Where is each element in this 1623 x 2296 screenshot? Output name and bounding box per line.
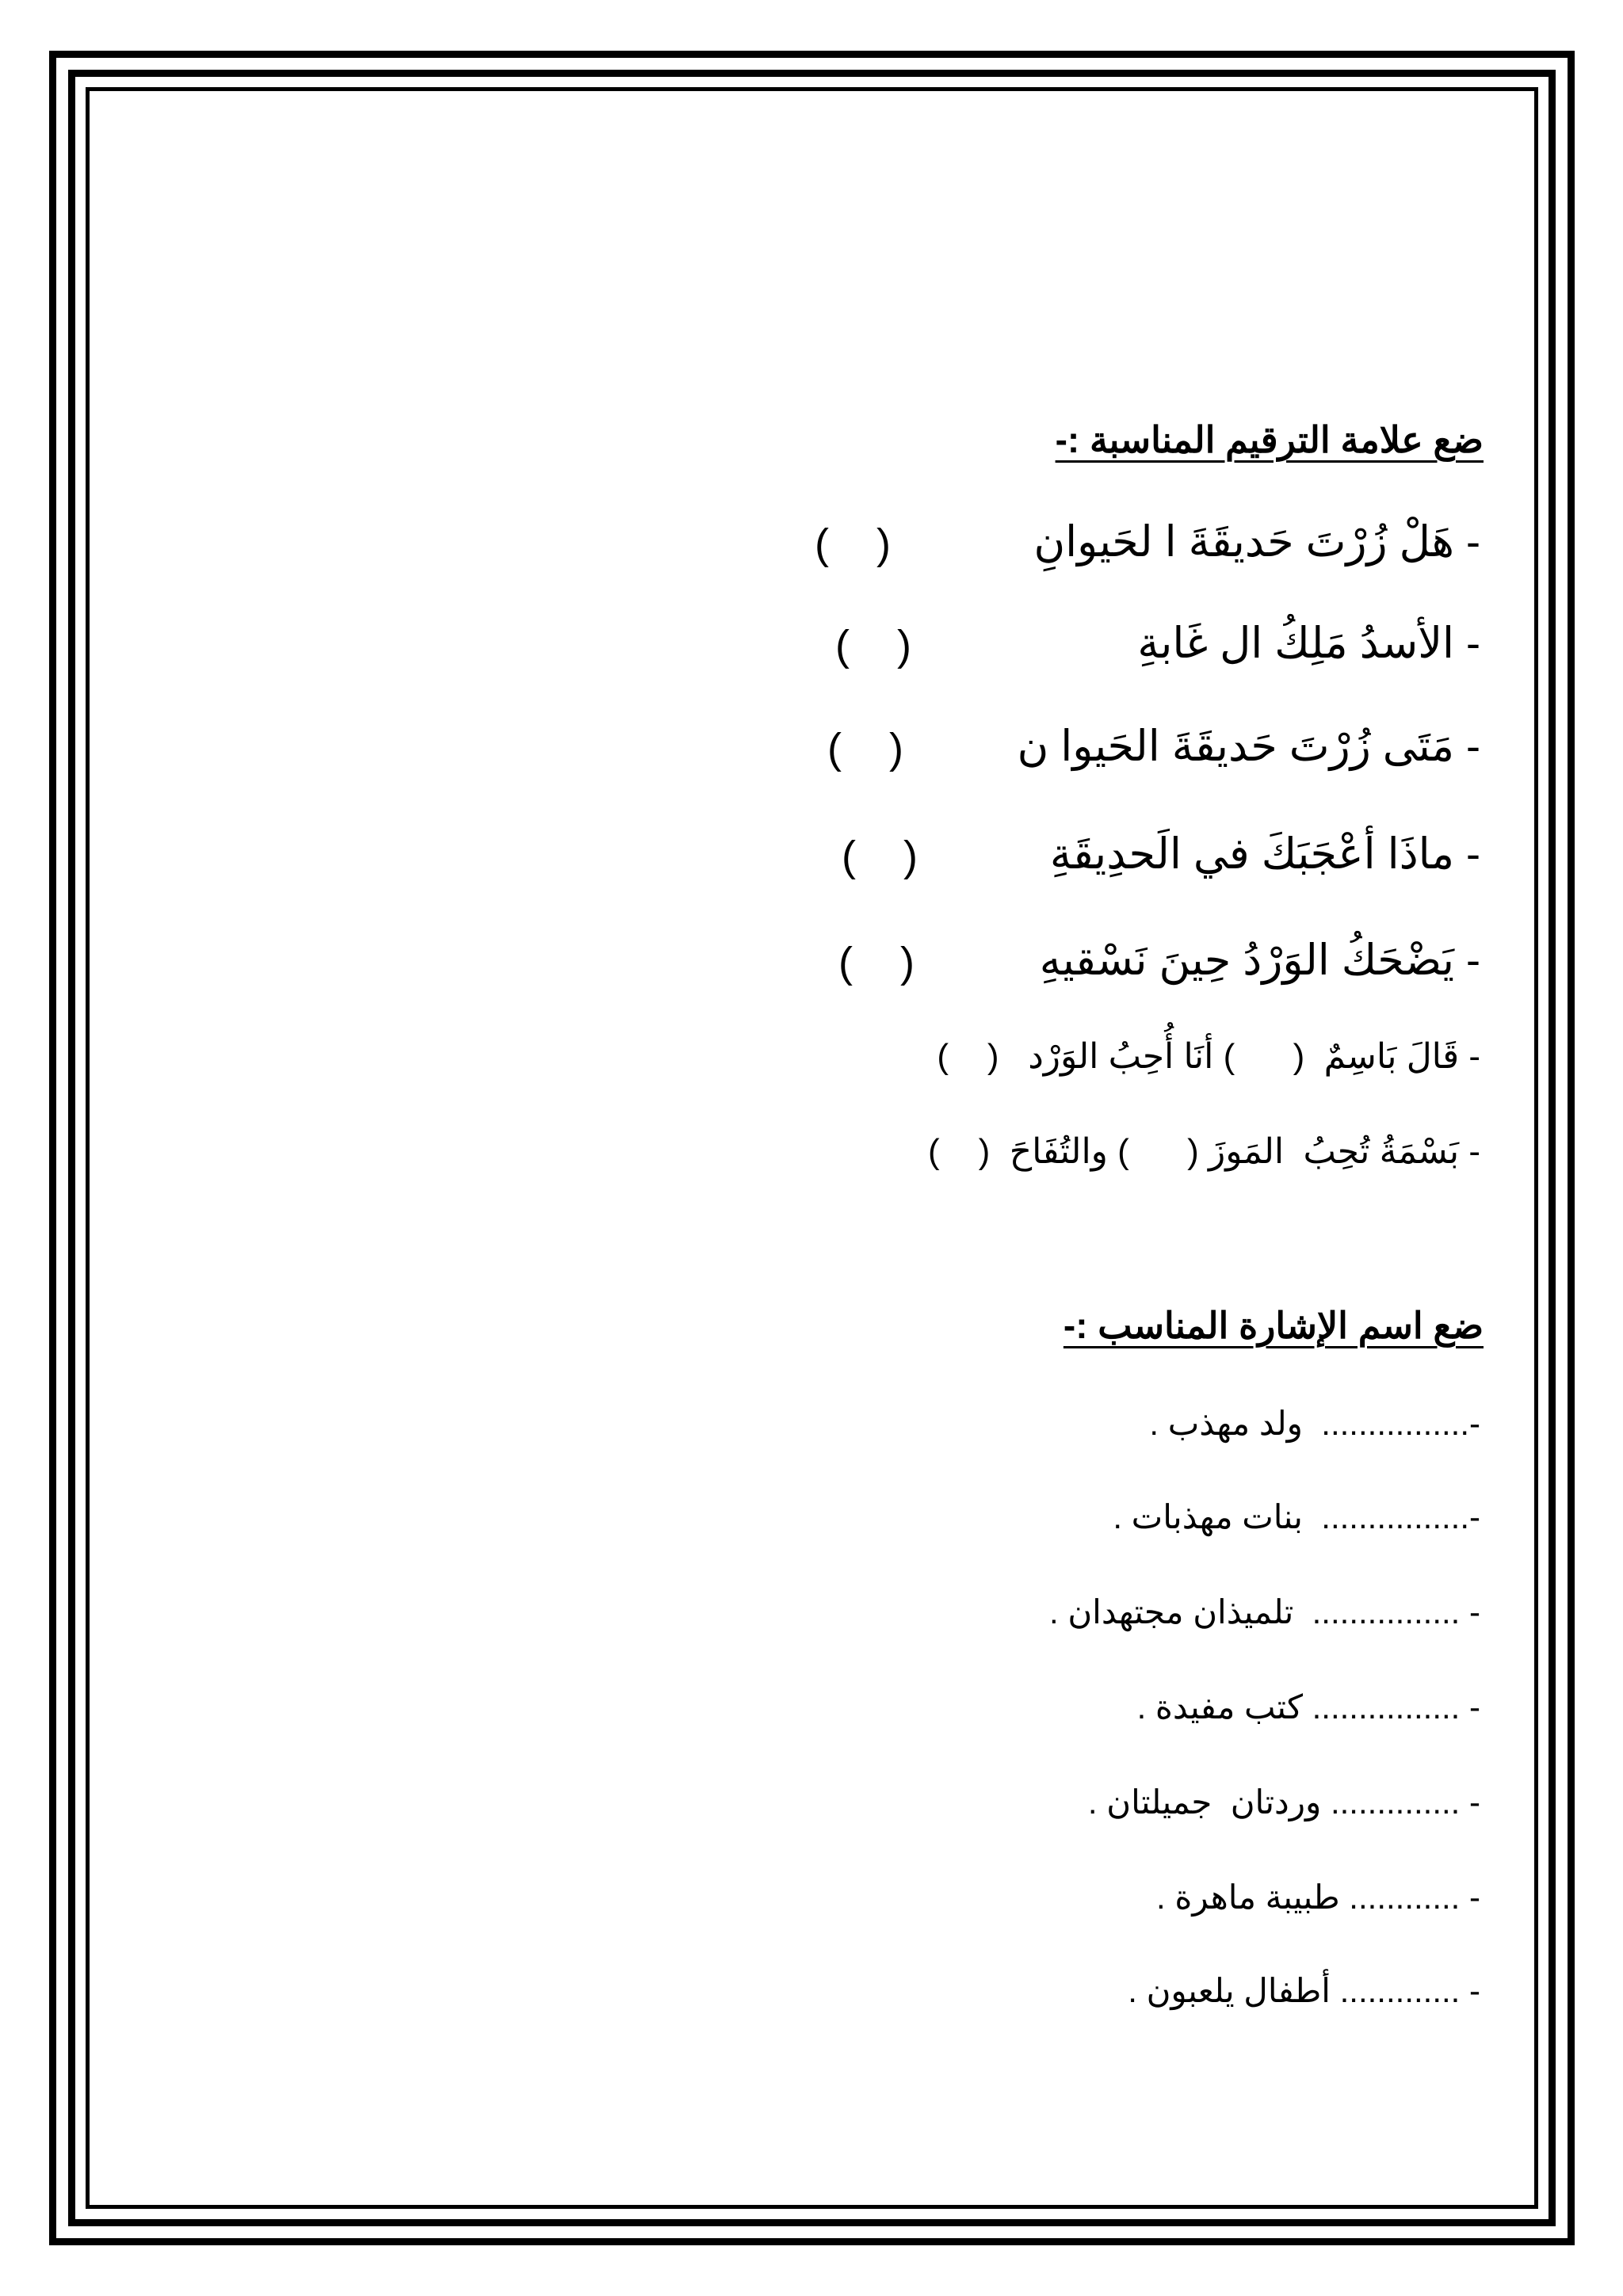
answer-paren-4: ( ): [842, 833, 918, 880]
answer-paren-1: ( ): [815, 521, 891, 568]
answer-paren-3: ( ): [827, 725, 903, 772]
demonstrative-item-3: - ................ تلميذان مجتهدان .: [1048, 1593, 1480, 1630]
demonstrative-item-7: - ............. أطفال يلعبون .: [1128, 1972, 1480, 2009]
demonstrative-heading: ضع اسم الإشارة المناسب :-: [1063, 1305, 1484, 1346]
answer-paren-5: ( ): [838, 939, 915, 986]
punctuation-question-5: - يَضْحَكُ الوَرْدُ حِينَ نَسْقيهِ: [1039, 936, 1480, 984]
punctuation-question-6: - قَالَ بَاسِمٌ ( ) أنَا أُحِبُ الوَرْد ( ): [937, 1037, 1480, 1076]
demonstrative-item-4: - ................ كتب مفيدة .: [1136, 1688, 1480, 1726]
punctuation-question-4: - ماذَا أعْجَبَكَ في الَحدِيقَةِ: [1049, 830, 1480, 878]
punctuation-heading: ضع علامة الترقيم المناسبة :-: [1055, 419, 1484, 460]
demonstrative-item-6: - ............ طبيبة ماهرة .: [1156, 1878, 1480, 1916]
punctuation-question-2: - الأسدُ مَلِكُ ال غَابةِ: [1137, 620, 1480, 667]
demonstrative-item-5: - .............. وردتان جميلتان .: [1087, 1783, 1480, 1821]
punctuation-question-1: - هَلْ زُرْتَ حَديقَةَ ا لحَيوانِ: [1033, 518, 1480, 566]
demonstrative-item-2: -................ بنات مهذبات .: [1113, 1498, 1480, 1535]
demonstrative-item-1: -................ ولد مهذب .: [1149, 1405, 1480, 1442]
answer-paren-2: ( ): [835, 622, 911, 669]
punctuation-question-7: - بَسْمَةُ تُحِبُ المَوزَ ( ) والتُفَاحَ ( ): [928, 1132, 1480, 1171]
punctuation-question-3: - مَتَى زُرْتَ حَديقَةَ الحَيوا ن: [1017, 723, 1480, 770]
